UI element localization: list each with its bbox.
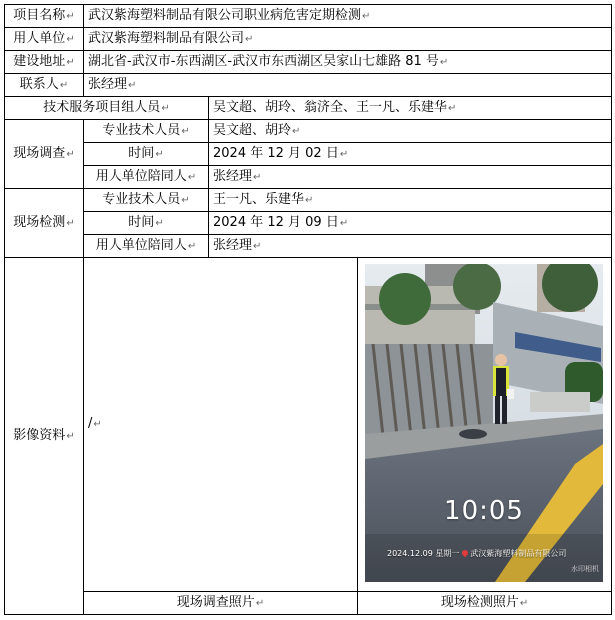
survey-staff-label: 专业技术人员↵ xyxy=(84,120,209,143)
row-address xyxy=(5,51,612,74)
row-detection-staff xyxy=(5,189,612,212)
employer-value: 武汉紫海塑料制品有限公司↵ xyxy=(84,28,612,51)
row-survey-staff xyxy=(5,120,612,143)
detection-escort-value: 张经理↵ xyxy=(209,235,612,258)
photo-watermark: 水印相机 xyxy=(571,565,599,573)
row-team xyxy=(5,97,612,120)
address-value: 湖北省-武汉市-东西湖区-武汉市东西湖区吴家山七雄路 81 号↵ xyxy=(84,51,612,74)
employer-label: 用人单位↵ xyxy=(5,28,84,51)
survey-time-label: 时间↵ xyxy=(84,143,209,166)
detection-label: 现场检测↵ xyxy=(5,189,84,258)
site-photo-scene xyxy=(365,264,603,582)
detection-site-photo xyxy=(365,264,603,582)
row-project-name xyxy=(5,5,612,28)
row-survey-escort xyxy=(5,166,612,189)
row-detection-time xyxy=(5,212,612,235)
survey-photo-caption: 现场调查照片↵ xyxy=(84,592,358,615)
detection-photo-caption: 现场检测照片↵ xyxy=(358,592,612,615)
team-label: 技术服务项目组人员↵ xyxy=(5,97,209,120)
location-pin-icon xyxy=(461,549,469,557)
row-employer xyxy=(5,28,612,51)
row-contact xyxy=(5,74,612,97)
photo-timestamp: 2024.12.09 星期一 武汉紫海塑料制品有限公司 xyxy=(387,549,567,558)
team-value: 吴文超、胡玲、翁济全、王一凡、乐建华↵ xyxy=(209,97,612,120)
row-imaging xyxy=(5,258,612,592)
photo-clock: 10:05 xyxy=(444,496,524,526)
survey-escort-label: 用人单位陪同人↵ xyxy=(84,166,209,189)
survey-staff-value: 吴文超、胡玲↵ xyxy=(209,120,612,143)
survey-label: 现场调查↵ xyxy=(5,120,84,189)
detection-time-label: 时间↵ xyxy=(84,212,209,235)
row-photo-captions xyxy=(5,592,612,615)
survey-time-value: 2024 年 12 月 02 日↵ xyxy=(209,143,612,166)
detection-staff-label: 专业技术人员↵ xyxy=(84,189,209,212)
address-label: 建设地址↵ xyxy=(5,51,84,74)
detection-escort-label: 用人单位陪同人↵ xyxy=(84,235,209,258)
imaging-label: 影像资料↵ xyxy=(5,258,84,615)
detection-staff-value: 王一凡、乐建华↵ xyxy=(209,189,612,212)
detection-photo-cell xyxy=(358,258,612,592)
contact-value: 张经理↵ xyxy=(84,74,612,97)
project-name-value: 武汉紫海塑料制品有限公司职业病危害定期检测↵ xyxy=(84,5,612,28)
survey-photo-cell: /↵ xyxy=(84,258,358,592)
project-name-label: 项目名称↵ xyxy=(5,5,84,28)
row-detection-escort xyxy=(5,235,612,258)
project-info-table xyxy=(4,4,612,615)
detection-time-value: 2024 年 12 月 09 日↵ xyxy=(209,212,612,235)
row-survey-time xyxy=(5,143,612,166)
survey-escort-value: 张经理↵ xyxy=(209,166,612,189)
contact-label: 联系人↵ xyxy=(5,74,84,97)
